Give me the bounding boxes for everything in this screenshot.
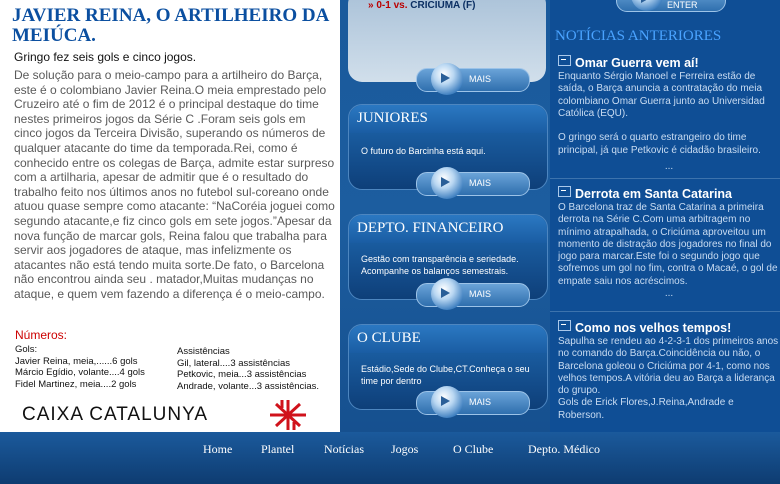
sponsor-logo-icon [266, 398, 310, 432]
news-item[interactable] [558, 55, 780, 172]
news-item[interactable] [558, 186, 780, 299]
list-item: Gil, lateral....3 assistências [177, 357, 290, 369]
news-column [550, 0, 780, 432]
clube-title: O CLUBE [357, 330, 421, 346]
nav-home[interactable]: Home [203, 442, 233, 456]
article-title: JAVIER REINA, O ARTILHEIRO DA MEIÚCA. [12, 5, 329, 46]
assists-list [177, 346, 319, 392]
news-text: Sapulha se rendeu ao 4-2-3-1 dos primeiros anos no comando do Barça.Coincidência ou não, o Barcelona goleou o Criciúma por 4-1, como nos velhos tempos.A vitória deu ao Barça a liderança do grupo. Gols de Erick Flores,J.Reina,Andrade e Roberson. [558, 336, 779, 421]
sponsor-name: CAIXA CATALUNYA [22, 404, 209, 425]
results-list [368, 0, 475, 12]
news-title[interactable]: Omar Guerra vem aí! [575, 56, 699, 70]
assists-label: Assistências [177, 346, 230, 357]
list-item: Márcio Egídio, volante....4 gols [15, 367, 145, 379]
news-icon [558, 320, 571, 331]
sponsor-banner [20, 398, 320, 432]
enter-button[interactable]: ENTER [616, 0, 726, 12]
clube-more-button[interactable]: MAIS [416, 391, 530, 415]
list-item: » 0-1 vs. CRICIÚMA (F) [368, 0, 476, 11]
nav-depto-medico[interactable]: Depto. Médico [528, 442, 600, 456]
nav-noticias[interactable]: Notícias [324, 442, 364, 456]
list-item: Fidel Martinez, meia....2 gols [15, 378, 137, 390]
divider [550, 178, 780, 179]
juniores-title: JUNIORES [357, 110, 428, 126]
news-title[interactable]: Como nos velhos tempos! [575, 321, 732, 335]
list-item: Petkovic, meia...3 assistências [177, 369, 307, 381]
news-more[interactable]: ... [664, 161, 674, 173]
nav-o-clube[interactable]: O Clube [453, 442, 494, 456]
article-panel [0, 0, 340, 432]
financeiro-more-button[interactable]: MAIS [416, 283, 530, 307]
news-heading: NOTÍCIAS ANTERIORES [555, 28, 722, 44]
footer-nav [0, 432, 780, 484]
clube-desc: Estádio,Sede do Clube,CT.Conheça o seu time por dentro [361, 364, 530, 386]
ball-icon [631, 0, 663, 11]
sections-column [340, 0, 550, 432]
financeiro-desc: Gestão com transparência e seriedade. Acompanhe os balanços semestrais. [361, 254, 519, 276]
numbers-heading: Números: [15, 328, 68, 342]
news-item[interactable] [558, 320, 780, 422]
results-more-button[interactable]: MAIS [416, 68, 530, 92]
juniores-desc: O futuro do Barcinha está aqui. [361, 146, 486, 156]
divider [550, 311, 780, 312]
news-more[interactable]: ... [664, 288, 674, 300]
article-body: De solução para o meio-campo para a artilheiro do Barça, este é o colombiano Javier Reina.O meia emprestado pelo Cruzeiro até o fim de 2012 é o principal destaque do time nestes primeiros jogos da Série C .Foram seis gols em cinco jogos da Terceira Divisão, superando os números de qualquer atacante do time da temporada.Rei, como é conhecido entre os colegas de Barça, admite estar surpreso com a artilharia, apesar de admitir que é o resultado do trabalho feito nos últimos anos no futebol sul-coreano onde atuou quase sempre como atacante: “NaCoréia joguei como segundo atacante,e fiz cinco gols em sete jogos.”Apesar da nova função de marcar gols, Reina falou que trabalha para servir aos jogadores de ataque, mas infelizmente os atacantes não está tendo muita sorte.De fato, o Barcelona não encontrou ainda seu . matador,Muitas mudanças no ataque, e quem vem fazendo a diferença é o meio-campo. [14, 68, 335, 301]
article-subtitle: Gringo fez seis gols e cinco jogos. [14, 50, 197, 64]
financeiro-title: DEPTO. FINANCEIRO [357, 220, 504, 236]
news-icon [558, 55, 571, 66]
news-icon [558, 186, 571, 197]
news-text: O Barcelona traz de Santa Catarina a primeira derrota na Série C.Com uma arbitragem no mínimo atrapalhada, o Criciúma aproveitou um momento de distração dos jogadores no final do jogo para marcar.Este foi o segundo jogo que sofremos um gol no fim, contra o Macaé, o gol de empate saiu nos acréscimos. [558, 202, 778, 287]
ball-icon [431, 278, 463, 310]
goals-list [15, 344, 145, 390]
list-item: Andrade, volante...3 assistências. [177, 380, 320, 392]
ball-icon [431, 167, 463, 199]
list-item: Javier Reina, meia,......6 gols [15, 355, 138, 367]
ball-icon [431, 63, 463, 95]
news-title[interactable]: Derrota em Santa Catarina [575, 187, 733, 201]
nav-jogos[interactable]: Jogos [391, 442, 419, 456]
goals-label: Gols: [15, 344, 38, 355]
nav-plantel[interactable]: Plantel [261, 442, 295, 456]
ball-icon [431, 386, 463, 418]
juniores-more-button[interactable]: MAIS [416, 172, 530, 196]
news-text: Enquanto Sérgio Manoel e Ferreira estão de saída, o Barça anuncia a contratação do meia colombiano Omar Guerra junto ao Universidad Católica (EQU). O gringo será o quarto estrangeiro do time principal, já que Petkovic é cidadão brasileiro. [558, 71, 765, 156]
